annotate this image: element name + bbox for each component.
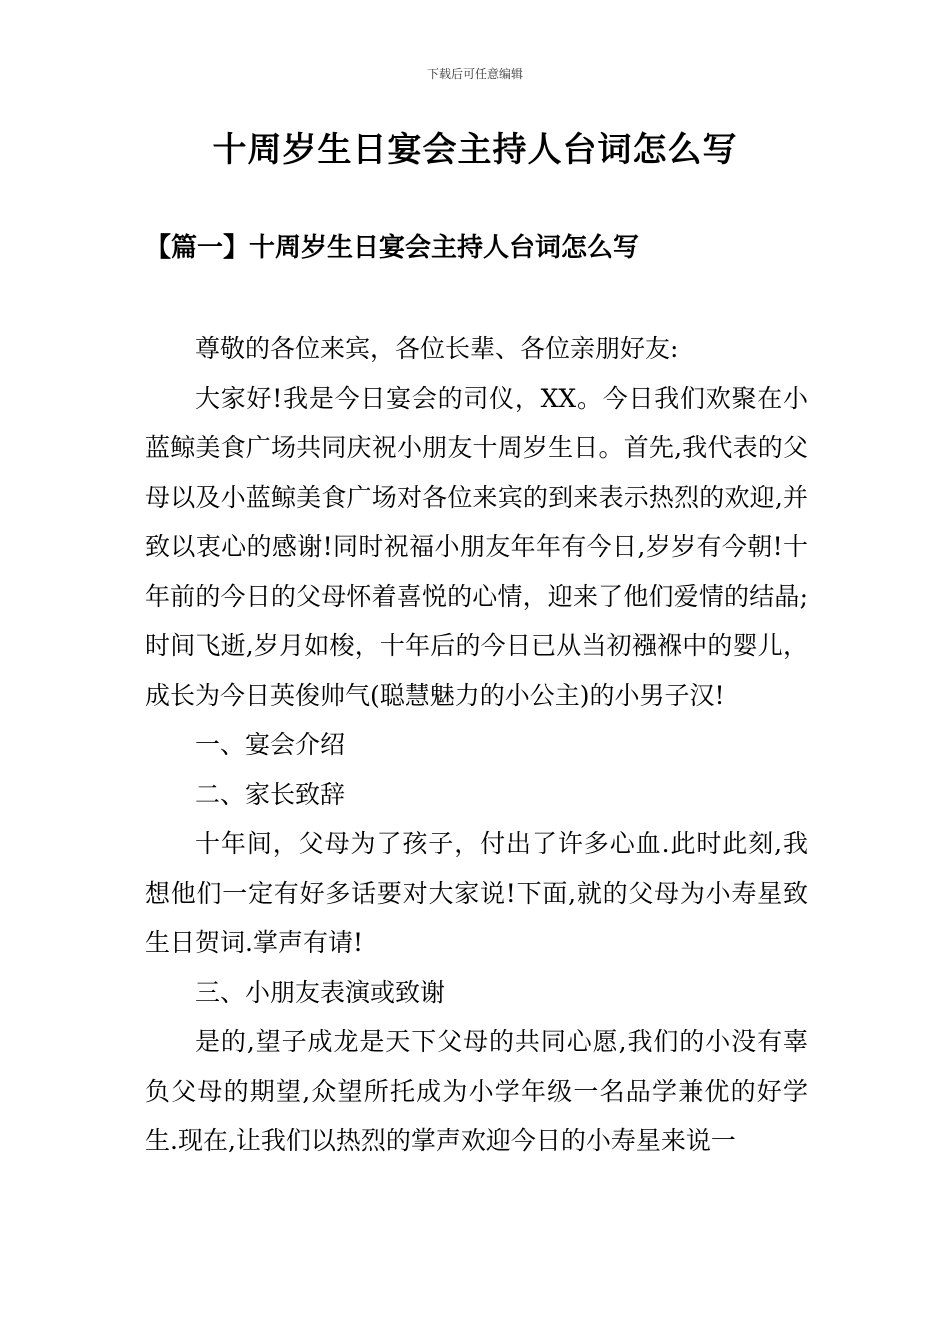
document-title: 十周岁生日宴会主持人台词怎么写 bbox=[212, 130, 738, 170]
paragraph-opening: 大家好!我是今日宴会的司仪，XX。今日我们欢聚在小蓝鲸美食广场共同庆祝小朋友十周岁生日。首先,我代表的父母以及小蓝鲸美食广场对各位来宾的到来表示热烈的欢迎,并致以衷心的感谢!同时祝福小朋友年年有今日,岁岁有今朝!十年前的今日的父母怀着喜悦的心情，迎来了他们爱情的结晶;时间飞逝,岁月如梭，十年后的今日已从当初襁褓中的婴儿，成长为今日英俊帅气(聪慧魅力的小公主)的小男子汉! bbox=[145, 383, 808, 710]
paragraph-greeting: 尊敬的各位来宾，各位长辈、各位亲朋好友: bbox=[195, 334, 679, 363]
section-heading: 【篇一】十周岁生日宴会主持人台词怎么写 bbox=[145, 233, 640, 263]
paragraph-parents: 十年间，父母为了孩子，付出了许多心血.此时此刻,我想他们一定有好多话要对大家说!下面,就的父母为小寿星致生日贺词.掌声有请! bbox=[145, 829, 808, 957]
paragraph-item-3: 三、小朋友表演或致谢 bbox=[195, 977, 446, 1007]
header-note: 下载后可任意编辑 bbox=[426, 67, 523, 81]
paragraph-item-1: 一、宴会介绍 bbox=[195, 730, 346, 759]
document-body bbox=[145, 324, 808, 1166]
paragraph-child: 是的,望子成龙是天下父母的共同心愿,我们的小没有辜负父母的期望,众望所托成为小学年级一名品学兼优的好学生.现在,让我们以热烈的掌声欢迎今日的小寿星来说一 bbox=[145, 1027, 808, 1155]
paragraph-item-2: 二、家长致辞 bbox=[195, 779, 346, 809]
